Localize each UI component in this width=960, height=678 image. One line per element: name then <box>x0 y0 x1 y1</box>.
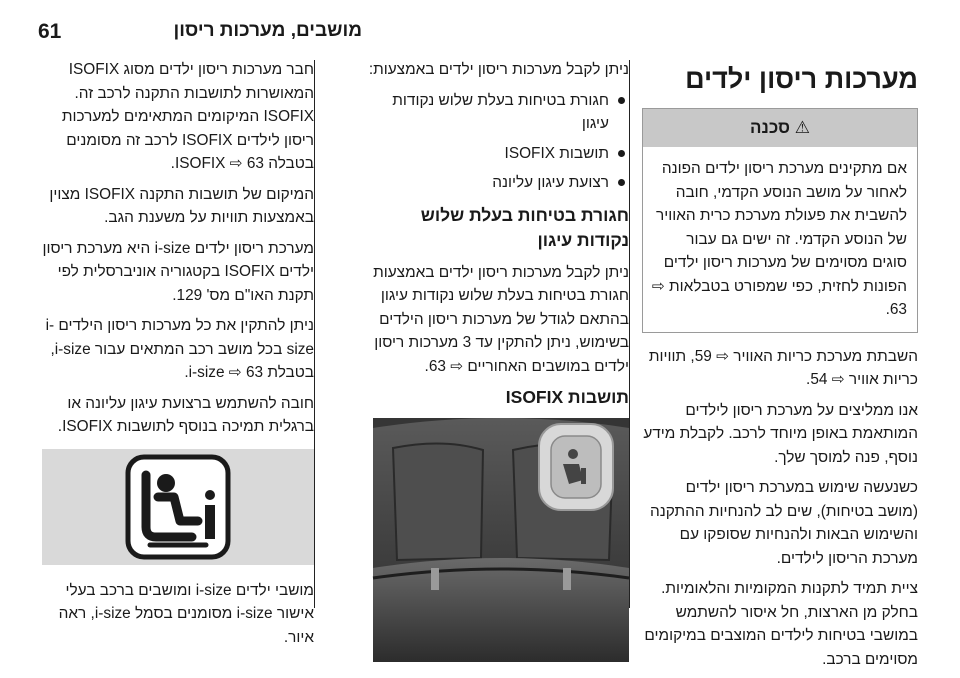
paragraph-isofix-approved: חבר מערכות ריסון ילדים מסוג ISOFIX המאושרות לתושבות התקנה לרכב זה. ISOFIX המיקומים המתאימים למערכות ריסון לילדים ISOFIX לרכב זה מסומנים בטבלה ISOFIX ⇨ 63. <box>61 61 314 172</box>
list-item: רצועת עיגון עליונה <box>367 171 629 195</box>
child-seat-isize-icon <box>42 449 314 565</box>
paragraph-top-tether: חובה להשתמש ברצועת עיגון עליונה או ברגלית תמיכה בנוסף לתושבות ISOFIX. <box>57 394 314 435</box>
page-number: 61 <box>38 20 62 43</box>
paragraph-local-regulations: ציית תמיד לתקנות המקומיות והלאומיות. בחלק מן הארצות, חל איסור להשתמש במושבי בטיחות לילדים המוצבים במיקומים מסוימים ברכב. <box>644 580 918 668</box>
list-item: חגורת בטיחות בעלת שלוש נקודות עיגון <box>367 89 629 136</box>
running-head: מושבים, מערכות ריסון <box>173 20 362 41</box>
section-title: מערכות ריסון ילדים <box>685 64 918 94</box>
paragraph-recommendation: אנו ממליצים על מערכת ריסון לילדים המותאמת באופן מיוחד לרכב. לקבלת מידע נוסף, פנה למוסך שלך. <box>643 401 918 466</box>
list-item: תושבות ISOFIX <box>367 142 629 166</box>
paragraph-three-point-belt: ניתן לקבל מערכות ריסון ילדים באמצעות חגורת בטיחות בעלת שלוש נקודות עיגון בהתאם לגודל של מערכות ריסון הילדים בשימוש, ניתן להתקין עד 3 מערכות ריסון ילדים במושבים האחוריים ⇨ 63. <box>373 263 629 375</box>
paragraph-intro: ניתן לקבל מערכות ריסון ילדים באמצעות: <box>368 61 629 78</box>
column-right <box>642 58 918 678</box>
paragraph-isize-positions: ניתן להתקין את כל מערכות ריסון הילדים i-size בכל מושב רכב המתאים עבור i-size, בטבלת i-size ⇨ 63. <box>45 317 314 381</box>
isofix-seat-photo <box>373 418 629 662</box>
column-divider-1 <box>629 60 630 608</box>
column-middle <box>367 58 629 662</box>
column-left <box>42 58 314 656</box>
danger-warning-text: אם מתקינים מערכת ריסון ילדים הפונה לאחור על מושב הנוסע הקדמי, חובה להשבית את פעולת מערכת כרית האוויר של הנוסע הקדמי. זה ישים גם עבור סוגים מסוימים של מערכות ריסון ילדים הפונות לחזית, כפי שמפורט בטבלאות ⇨ 63. <box>651 160 907 318</box>
paragraph-installation-instructions: כשנעשה שימוש במערכת ריסון ילדים (מושב בטיחות), שים לב להנחיות ההתקנה והשימוש הבאות ולהנחיות שסופקו עם מערכת הריסון לילדים. <box>649 479 918 567</box>
danger-warning-box <box>642 108 918 333</box>
column-divider-2 <box>314 60 315 608</box>
fixing-methods-list <box>367 89 629 195</box>
sub-heading-three-point-belt: חגורת בטיחות בעלת שלוש נקודות עיגון <box>420 204 629 250</box>
paragraph-isize-definition: מערכת ריסון ילדים i-size היא מערכת ריסון ילדים ISOFIX בקטגוריה אוניברסלית לפי תקנת האו"ם מס' 129. <box>42 239 314 304</box>
sub-heading-isofix: תושבות ISOFIX <box>505 387 629 407</box>
paragraph-isize-symbol: מושבי ילדים i-size ומושבים ברכב בעלי אישור i-size מסומנים בסמל i-size, ראה איור. <box>58 581 314 646</box>
page-header <box>38 20 922 44</box>
danger-warning-title: ⚠ סכנה <box>643 109 917 147</box>
paragraph-isofix-labels: המיקום של תושבות התקנה ISOFIX מצוין באמצעות תוויות על משענת הגב. <box>49 185 314 226</box>
isize-symbol-figure <box>42 449 314 565</box>
paragraph-airbag-deactivation: השבתת מערכת כריות האוויר ⇨ 59, תוויות כריות אוויר ⇨ 54. <box>648 347 918 388</box>
